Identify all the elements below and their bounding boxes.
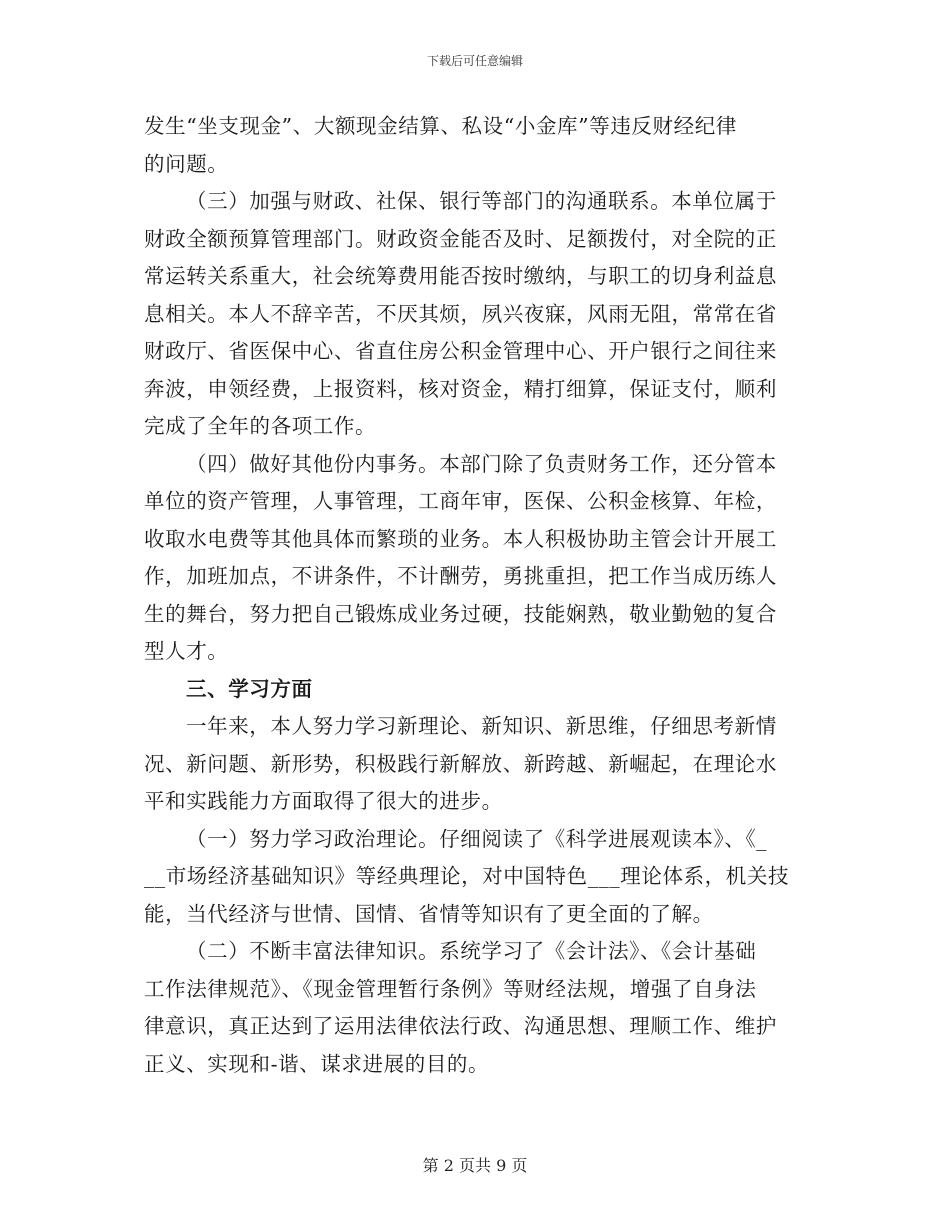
text-line: 况、新问题、新形势，积极践行新解放、新跨越、新崛起，在理论水 bbox=[144, 751, 777, 776]
text-line: 奔波，申领经费，上报资料，核对资金，精打细算，保证支付，顺利 bbox=[144, 376, 777, 401]
text-line: 财政全额预算管理部门。财政资金能否及时、足额拨付，对全院的正 bbox=[144, 226, 777, 251]
text-line: 型人才。 bbox=[144, 639, 229, 663]
text-line: 单位的资产管理，人事管理，工商年审，医保、公积金核算、年检， bbox=[144, 489, 777, 513]
text-line: 工作法律规范》、《现金管理暂行条例》等财经法规，增强了自身法 bbox=[144, 976, 757, 1001]
paragraph-start-line: （三）加强与财政、社保、银行等部门的沟通联系。本单位属于 bbox=[186, 189, 777, 213]
text-line: 作，加班加点，不讲条件，不计酬劳，勇挑重担，把工作当成历练人 bbox=[144, 564, 777, 588]
section-heading: 三、学习方面 bbox=[186, 676, 313, 701]
text-line: 生的舞台，努力把自己锻炼成业务过硬，技能娴熟，敬业勤勉的复合 bbox=[144, 601, 777, 626]
text-line: 财政厅、省医保中心、省直住房公积金管理中心、开户银行之间往来 bbox=[144, 339, 777, 363]
page-number: 第 2 页共 9 页 bbox=[422, 1156, 528, 1175]
text-line: 常运转关系重大，社会统筹费用能否按时缴纳，与职工的切身利益息 bbox=[144, 264, 777, 288]
text-line: 能，当代经济与世情、国情、省情等知识有了更全面的了解。 bbox=[144, 901, 714, 926]
paragraph-start-line: （二）不断丰富法律知识。系统学习了《会计法》、《会计基础 bbox=[186, 939, 757, 963]
text-line: 收取水电费等其他具体而繁琐的业务。本人积极协助主管会计开展工 bbox=[144, 526, 777, 551]
paragraph-start-line: （四）做好其他份内事务。本部门除了负责财务工作，还分管本 bbox=[186, 451, 777, 476]
text-line: 完成了全年的各项工作。 bbox=[144, 414, 377, 438]
text-line: 息相关。本人不辞辛苦，不厌其烦，夙兴夜寐，风雨无阻，常常在省 bbox=[144, 301, 777, 326]
text-line: 平和实践能力方面取得了很大的进步。 bbox=[144, 789, 503, 813]
text-line: 正义、实现和-谐、谋求进展的目的。 bbox=[144, 1051, 490, 1076]
text-line: 的问题。 bbox=[144, 151, 229, 176]
paragraph-start-line: （一）努力学习政治理论。仔细阅读了《科学进展观读本》、《_ bbox=[186, 826, 768, 851]
document-body bbox=[144, 108, 804, 1083]
paragraph-start-line: 一年来，本人努力学习新理论、新知识、新思维，仔细思考新情 bbox=[186, 714, 777, 738]
text-line: 发生“坐支现金”、大额现金结算、私设“小金库”等违反财经纪律 bbox=[144, 114, 737, 138]
text-line: 律意识，真正达到了运用法律依法行政、沟通思想、理顺工作、维护 bbox=[144, 1014, 777, 1038]
text-line: __市场经济基础知识》等经典理论，对中国特色___理论体系，机关技 bbox=[144, 864, 790, 888]
page-header: 下载后可任意编辑 bbox=[426, 54, 523, 68]
